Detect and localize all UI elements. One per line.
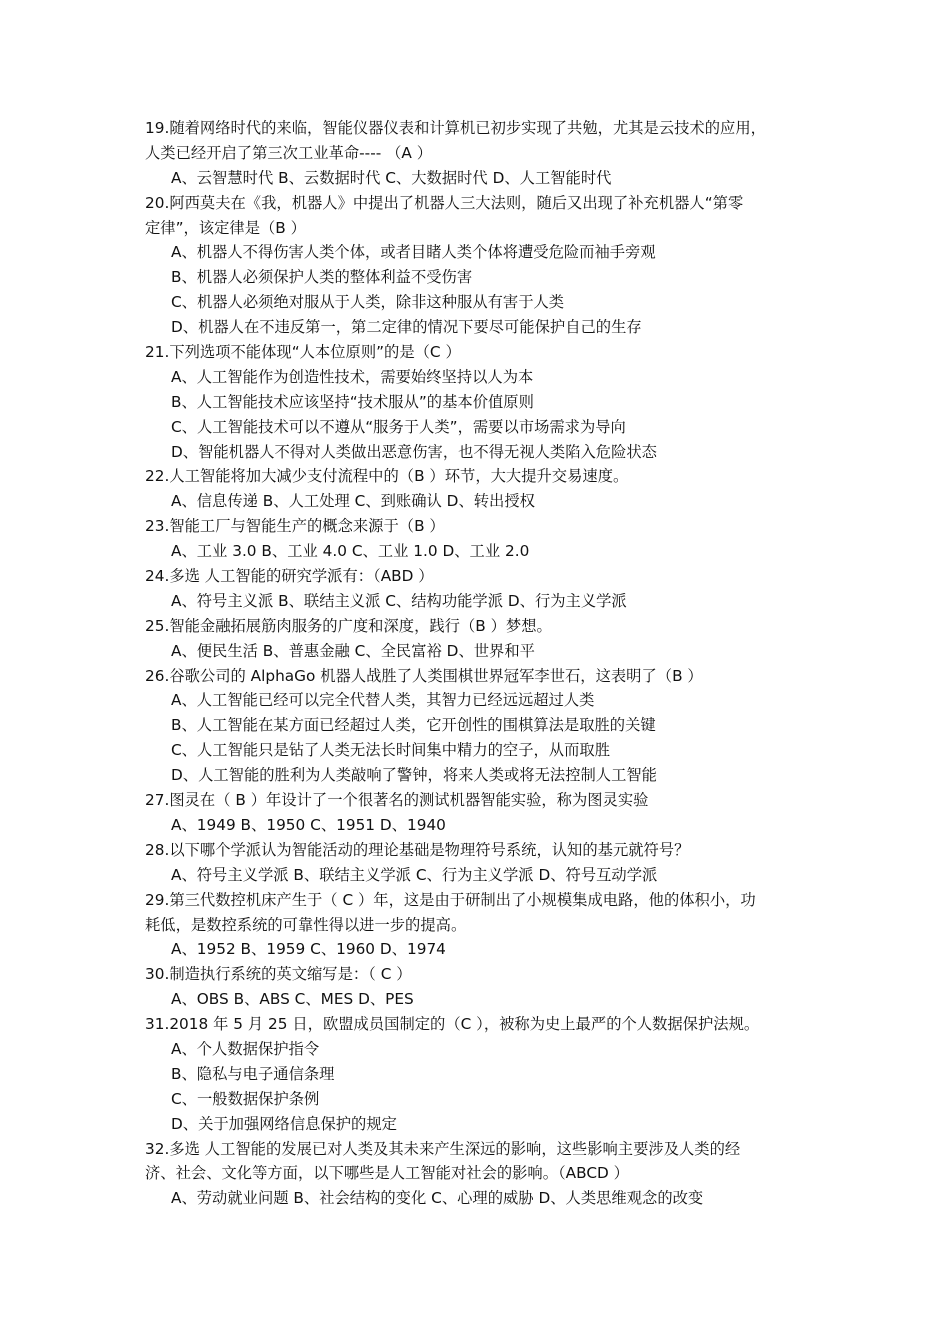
question-text-line: 29.第三代数控机床产生于（ C ）年，这是由于研制出了小规模集成电路，他的体积小，功 <box>145 890 756 909</box>
answer-options-line: A、符号主义派 B、联结主义派 C、结构功能学派 D、行为主义学派 <box>171 591 627 610</box>
question-text-line: 32.多选 人工智能的发展已对人类及其未来产生深远的影响，这些影响主要涉及人类的经 <box>145 1139 741 1158</box>
question-text-line: 济、社会、文化等方面，以下哪些是人工智能对社会的影响。（ABCD ） <box>145 1164 629 1183</box>
answer-options-line: C、人工智能技术可以不遵从“服务于人类”，需要以市场需求为导向 <box>171 417 626 436</box>
answer-options-line: A、1952 B、1959 C、1960 D、1974 <box>171 940 446 959</box>
question-text-line: 20.阿西莫夫在《我，机器人》中提出了机器人三大法则，随后又出现了补充机器人“第零 <box>145 193 744 212</box>
question-text-line: 30.制造执行系统的英文缩写是：（ C ） <box>145 965 412 984</box>
answer-options-line: A、符号主义学派 B、联结主义学派 C、行为主义学派 D、符号互动学派 <box>171 865 658 884</box>
answer-options-line: B、机器人必须保护人类的整体利益不受伤害 <box>171 268 473 287</box>
question-text-line: 22.人工智能将加大减少支付流程中的（B ）环节，大大提升交易速度。 <box>145 467 629 486</box>
answer-options-line: A、劳动就业问题 B、社会结构的变化 C、心理的威胁 D、人类思维观念的改变 <box>171 1189 704 1208</box>
answer-options-line: D、机器人在不违反第一，第二定律的情况下要尽可能保护自己的生存 <box>171 318 642 337</box>
question-text-line: 24.多选 人工智能的研究学派有：（ABD ） <box>145 567 434 586</box>
answer-options-line: A、工业 3.0 B、工业 4.0 C、工业 1.0 D、工业 2.0 <box>171 542 530 561</box>
answer-options-line: B、隐私与电子通信条理 <box>171 1064 335 1083</box>
answer-options-line: C、一般数据保护条例 <box>171 1089 320 1108</box>
question-list <box>145 116 815 1211</box>
question-text-line: 25.智能金融拓展筋肉服务的广度和深度，践行（B ）梦想。 <box>145 616 552 635</box>
question-text-line: 定律”，该定律是（B ） <box>145 218 306 237</box>
question-text-line: 31.2018 年 5 月 25 日，欧盟成员国制定的（C ），被称为史上最严的个人数据保护法规。 <box>145 1015 760 1034</box>
answer-options-line: C、机器人必须绝对服从于人类，除非这种服从有害于人类 <box>171 293 565 312</box>
question-text-line: 19.随着网络时代的来临，智能仪器仪表和计算机已初步实现了共勉，尤其是云技术的应用， <box>145 119 766 137</box>
answer-options-line: A、个人数据保护指令 <box>171 1039 320 1058</box>
answer-options-line: A、1949 B、1950 C、1951 D、1940 <box>171 815 446 834</box>
answer-options-line: D、关于加强网络信息保护的规定 <box>171 1114 397 1133</box>
answer-options-line: A、云智慧时代 B、云数据时代 C、大数据时代 D、人工智能时代 <box>171 168 612 187</box>
answer-options-line: D、智能机器人不得对人类做出恶意伤害，也不得无视人类陷入危险状态 <box>171 442 657 461</box>
question-text-line: 耗低，是数控系统的可靠性得以进一步的提高。 <box>145 915 467 934</box>
answer-options-line: B、人工智能在某方面已经超过人类，它开创性的围棋算法是取胜的关键 <box>171 716 656 735</box>
question-text-line: 人类已经开启了第三次工业革命---- （A ） <box>145 143 433 162</box>
answer-options-line: A、便民生活 B、普惠金融 C、全民富裕 D、世界和平 <box>171 641 535 660</box>
answer-options-line: D、人工智能的胜利为人类敲响了警钟，将来人类或将无法控制人工智能 <box>171 766 657 785</box>
question-text-line: 28.以下哪个学派认为智能活动的理论基础是物理符号系统，认知的基元就符号？ <box>145 840 690 859</box>
answer-options-line: B、人工智能技术应该坚持“技术服从”的基本价值原则 <box>171 392 534 411</box>
question-text-line: 23.智能工厂与智能生产的概念来源于（B ） <box>145 517 445 536</box>
answer-options-line: A、机器人不得伤害人类个体，或者目睹人类个体将遭受危险而袖手旁观 <box>171 243 656 262</box>
answer-options-line: A、人工智能作为创造性技术，需要始终坚持以人为本 <box>171 367 534 386</box>
question-text-line: 21.下列选项不能体现“人本位原则”的是（C ） <box>145 343 461 362</box>
answer-options-line: A、OBS B、ABS C、MES D、PES <box>171 990 414 1009</box>
question-text-line: 27.图灵在（ B ）年设计了一个很著名的测试机器智能实验，称为图灵实验 <box>145 791 649 810</box>
answer-options-line: A、信息传递 B、人工处理 C、到账确认 D、转出授权 <box>171 492 535 511</box>
answer-options-line: C、人工智能只是钻了人类无法长时间集中精力的空子，从而取胜 <box>171 741 610 760</box>
answer-options-line: A、人工智能已经可以完全代替人类，其智力已经远远超过人类 <box>171 691 595 710</box>
question-text-line: 26.谷歌公司的 AlphaGo 机器人战胜了人类围棋世界冠军李世石，这表明了（B ） <box>145 666 703 685</box>
